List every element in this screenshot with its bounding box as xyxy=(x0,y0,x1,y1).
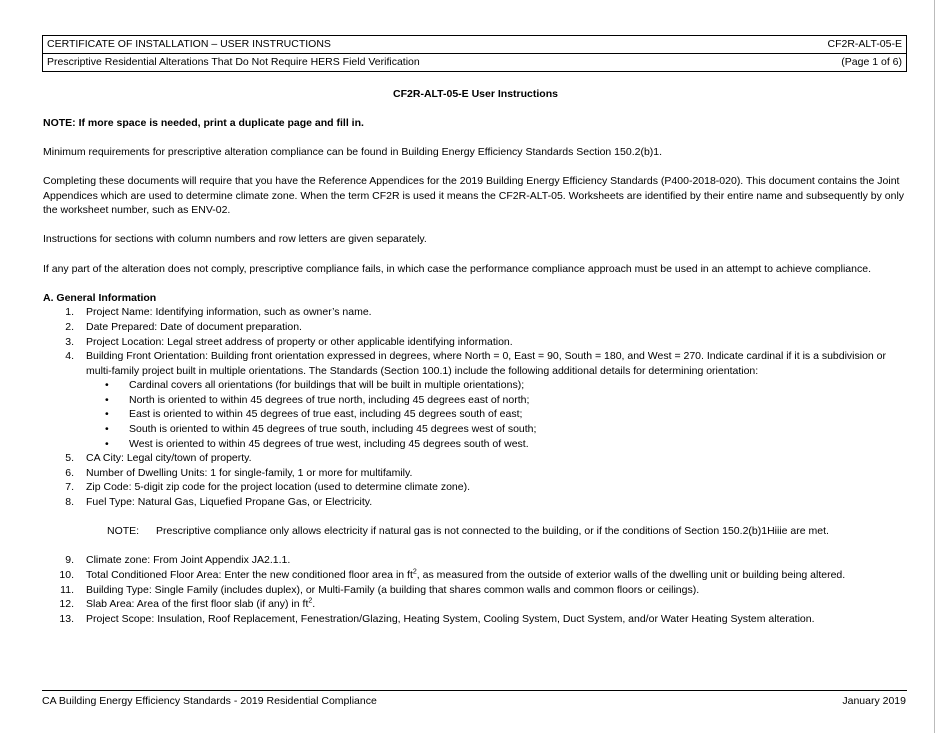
duplicate-page-note: NOTE: If more space is needed, print a duplicate page and fill in. xyxy=(43,116,364,129)
bullet-item: • East is oriented to within 45 degrees of true east, including 45 degrees south of east; xyxy=(105,408,523,421)
bullet-icon: • xyxy=(105,437,109,450)
bullet-item: • South is oriented to within 45 degrees of true south, including 45 degrees west of south; xyxy=(105,423,537,436)
footer-standards-title: CA Building Energy Efficiency Standards - 2019 Residential Compliance xyxy=(42,695,377,707)
note-label: NOTE: xyxy=(107,525,140,538)
bullet-icon: • xyxy=(105,379,109,392)
paragraph-minimum-requirements: Minimum requirements for prescriptive alteration compliance can be found in Building Energy Efficiency Standards Section 150.2(b)1. xyxy=(43,145,663,158)
list-item: 1. Project Name: Identifying information, such as owner’s name. xyxy=(65,306,372,319)
list-item: 13. Project Scope: Insulation, Roof Replacement, Fenestration/Glazing, Heating System, Cooling System, Duct System, and/or Water Heating System alteration. xyxy=(59,612,815,625)
list-item: 3. Project Location: Legal street address of property or other applicable identifying information. xyxy=(65,335,513,348)
bullet-item: • Cardinal covers all orientations (for buildings that will be built in multiple orientations); xyxy=(105,379,525,392)
page-title: CF2R-ALT-05-E User Instructions xyxy=(393,88,558,100)
header-form-title: CERTIFICATE OF INSTALLATION – USER INSTRUCTIONS xyxy=(43,36,753,54)
header-form-code: CF2R-ALT-05-E xyxy=(752,36,906,54)
bullet-icon: • xyxy=(105,408,109,421)
document-body xyxy=(43,87,908,626)
general-info-list-continued xyxy=(43,451,908,509)
note-text: Prescriptive compliance only allows electricity if natural gas is not connected to the building, or if the conditions of Section 150.2(b)1Hiiie are met. xyxy=(156,525,829,538)
bullet-icon: • xyxy=(105,423,109,436)
general-info-list xyxy=(43,305,908,378)
bullet-item: • West is oriented to within 45 degrees of true west, including 45 degrees south of west. xyxy=(105,437,529,450)
header-page-number: (Page 1 of 6) xyxy=(752,54,906,72)
list-item: 8. Fuel Type: Natural Gas, Liquefied Propane Gas, or Electricity. xyxy=(65,496,373,509)
list-item: 10. Total Conditioned Floor Area: Enter the new conditioned floor area in $ft^2$, as measured from the outside of exterior walls of the dwelling unit or building being altered. xyxy=(59,568,846,581)
list-item: 9. Climate zone: From Joint Appendix JA2.1.1. xyxy=(65,554,291,567)
bullet-item: • North is oriented to within 45 degrees of true north, including 45 degrees east of north; xyxy=(105,393,530,406)
list-item: 7. Zip Code: 5-digit zip code for the project location (used to determine climate zone). xyxy=(65,481,471,494)
orientation-bullets xyxy=(43,378,908,451)
fuel-type-note xyxy=(43,524,908,539)
list-item: 5. CA City: Legal city/town of property. xyxy=(65,452,252,465)
list-item: 11. Building Type: Single Family (includes duplex), or Multi-Family (a building that shares common walls and common floors or ceilings). xyxy=(60,583,700,596)
list-item: 4. Building Front Orientation: Building front orientation expressed in degrees, where North = 0, East = 90, South = 180, and West = 270. Indicate cardinal if it is a subdivision or multi-family project built in multiple orientations. The Standards (Section 100.1) include the following additional details for determining orientation: xyxy=(65,350,887,377)
paragraph-reference-appendices: Completing these documents will require that you have the Reference Appendices for the 2019 Building Energy Efficiency Standards (P400-2018-020). This document contains the Joint Appendices which are used to determine climate zone. When the term CF2R is used it means the CF2R-ALT-05. Worksheets are identified by their entire name and subsequently by only the worksheet number, such as ENV-02. xyxy=(43,174,905,217)
form-header xyxy=(42,35,907,72)
page-footer xyxy=(42,690,907,709)
paragraph-compliance-fails: If any part of the alteration does not comply, prescriptive compliance fails, in which case the performance compliance approach must be used in an attempt to achieve compliance. xyxy=(43,262,871,275)
page-edge-line xyxy=(934,0,935,733)
bullet-icon: • xyxy=(105,393,109,406)
footer-date: January 2019 xyxy=(842,695,906,707)
list-item: 6. Number of Dwelling Units: 1 for single-family, 1 or more for multifamily. xyxy=(65,466,413,479)
list-item: 2. Date Prepared: Date of document preparation. xyxy=(65,320,302,333)
section-a-heading: A. General Information xyxy=(43,291,157,304)
header-form-subtitle: Prescriptive Residential Alterations That Do Not Require HERS Field Verification xyxy=(43,54,753,72)
list-item: 12. Slab Area: Area of the first floor slab (if any) in $ft^2$. xyxy=(59,597,316,611)
general-info-list-final xyxy=(43,553,908,626)
paragraph-section-instructions: Instructions for sections with column numbers and row letters are given separately. xyxy=(43,233,427,246)
